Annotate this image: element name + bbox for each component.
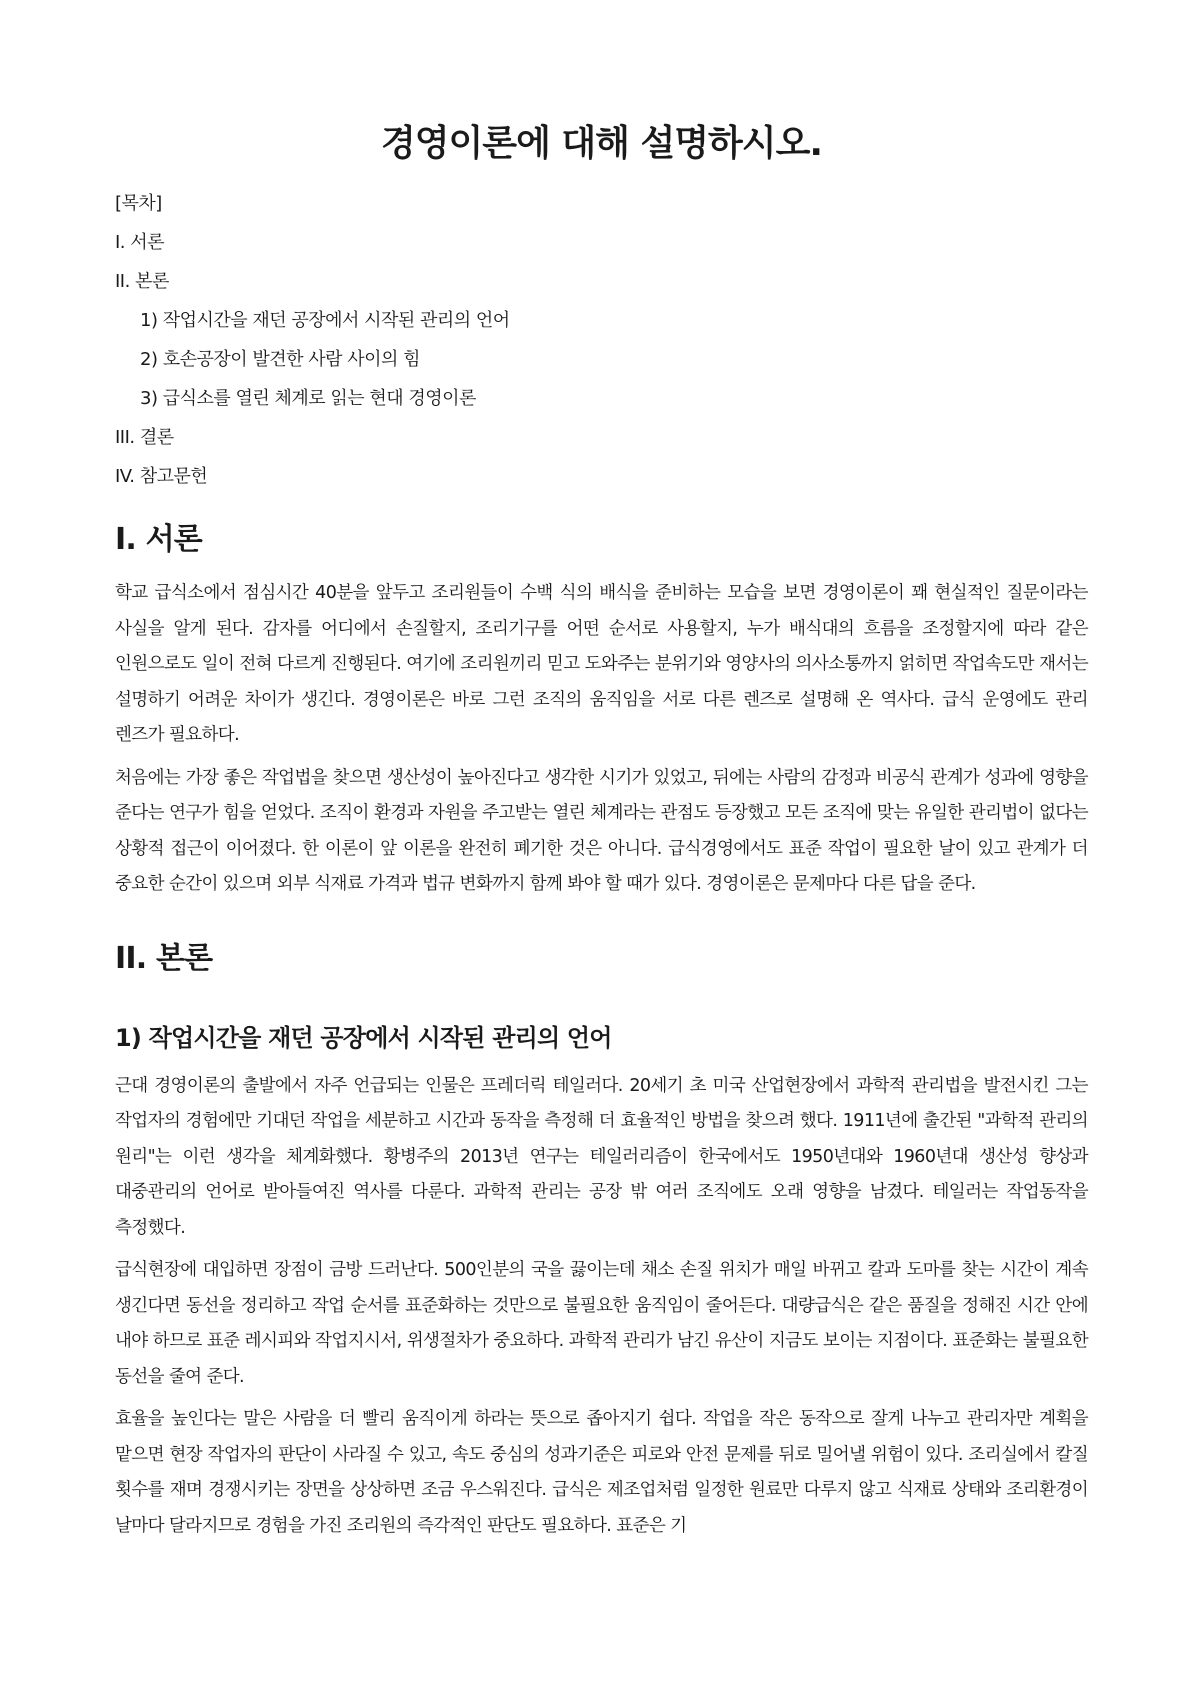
toc-item-conclusion: III. 결론	[115, 427, 174, 448]
section-1-paragraph: 급식현장에 대입하면 장점이 금방 드러난다. 500인분의 국을 끓이는데 채소 손질 위치가 매일 바뀌고 칼과 도마를 찾는 시간이 계속 생긴다면 동선을 정리하고 작업 순서를 표준화하는 것만으로 불필요한 움직임이 줄어든다. 대량급식은 같은 품질을 정해진 시간 안에 내야 하므로 표준 레시피와 작업지시서, 위생절차가 중요하다. 과학적 관리가 남긴 유산이 지금도 보이는 지점이다. 표준화는 불필요한 동선을 줄여 준다.	[115, 1260, 1088, 1387]
toc-item-section-2: 2) 호손공장이 발견한 사람 사이의 힘	[140, 349, 421, 370]
toc-item-introduction: I. 서론	[115, 232, 165, 253]
introduction-heading: I. 서론	[115, 522, 202, 557]
introduction-paragraph: 학교 급식소에서 점심시간 40분을 앞두고 조리원들이 수백 식의 배식을 준비하는 모습을 보면 경영이론이 꽤 현실적인 질문이라는 사실을 알게 된다. 감자를 어디에서 손질할지, 조리기구를 어떤 순서로 사용할지, 누가 배식대의 흐름을 조정할지에 따라 같은 인원으로도 일이 전혀 다르게 진행된다. 여기에 조리원끼리 믿고 도와주는 분위기와 영양사의 의사소통까지 얽히면 작업속도만 재서는 설명하기 어려운 차이가 생긴다. 경영이론은 바로 그런 조직의 움직임을 서로 다른 렌즈로 설명해 온 역사다. 급식 운영에도 관리 렌즈가 필요하다.	[115, 583, 1088, 745]
toc-heading: [목차]	[115, 193, 162, 214]
section-1-paragraph: 효율을 높인다는 말은 사람을 더 빨리 움직이게 하라는 뜻으로 좁아지기 쉽다. 작업을 작은 동작으로 잘게 나누고 관리자만 계획을 맡으면 현장 작업자의 판단이 사라질 수 있고, 속도 중심의 성과기준은 피로와 안전 문제를 뒤로 밀어낼 위험이 있다. 조리실에서 칼질 횟수를 재며 경쟁시키는 장면을 상상하면 조금 우스워진다. 급식은 제조업처럼 일정한 원료만 다루지 않고 식재료 상태와 조리환경이 날마다 달라지므로 경험을 가진 조리원의 즉각적인 판단도 필요하다. 표준은 기	[115, 1409, 1088, 1536]
introduction-paragraph: 처음에는 가장 좋은 작업법을 찾으면 생산성이 높아진다고 생각한 시기가 있었고, 뒤에는 사람의 감정과 비공식 관계가 성과에 영향을 준다는 연구가 힘을 얻었다. 조직이 환경과 자원을 주고받는 열린 체계라는 관점도 등장했고 모든 조직에 맞는 유일한 관리법이 없다는 상황적 접근이 이어졌다. 한 이론이 앞 이론을 완전히 폐기한 것은 아니다. 급식경영에서도 표준 작업이 필요한 날이 있고 관계가 더 중요한 순간이 있으며 외부 식재료 가격과 법규 변화까지 함께 봐야 할 때가 있다. 경영이론은 문제마다 다른 답을 준다.	[115, 767, 1088, 894]
body-heading: II. 본론	[115, 940, 213, 976]
toc-item-references: IV. 참고문헌	[115, 466, 208, 487]
section-1-paragraph: 근대 경영이론의 출발에서 자주 언급되는 인물은 프레더릭 테일러다. 20세기 초 미국 산업현장에서 과학적 관리법을 발전시킨 그는 작업자의 경험에만 기대던 작업을 세분하고 시간과 동작을 측정해 더 효율적인 방법을 찾으려 했다. 1911년에 출간된 "과학적 관리의 원리"는 이런 생각을 체계화했다. 황병주의 2013년 연구는 테일러리즘이 한국에서도 1950년대와 1960년대 생산성 향상과 대중관리의 언어로 받아들여진 역사를 다룬다. 과학적 관리는 공장 밖 여러 조직에도 오래 영향을 남겼다. 테일러는 작업동작을 측정했다.	[115, 1075, 1088, 1238]
toc-item-body: II. 본론	[115, 271, 169, 292]
table-of-contents	[115, 190, 1088, 502]
toc-item-section-1: 1) 작업시간을 재던 공장에서 시작된 관리의 언어	[140, 310, 510, 331]
section-1-heading: 1) 작업시간을 재던 공장에서 시작된 관리의 언어	[115, 1023, 612, 1052]
document-title: 경영이론에 대해 설명하시오.	[380, 123, 823, 164]
toc-item-section-3: 3) 급식소를 열린 체계로 읽는 현대 경영이론	[140, 388, 476, 409]
